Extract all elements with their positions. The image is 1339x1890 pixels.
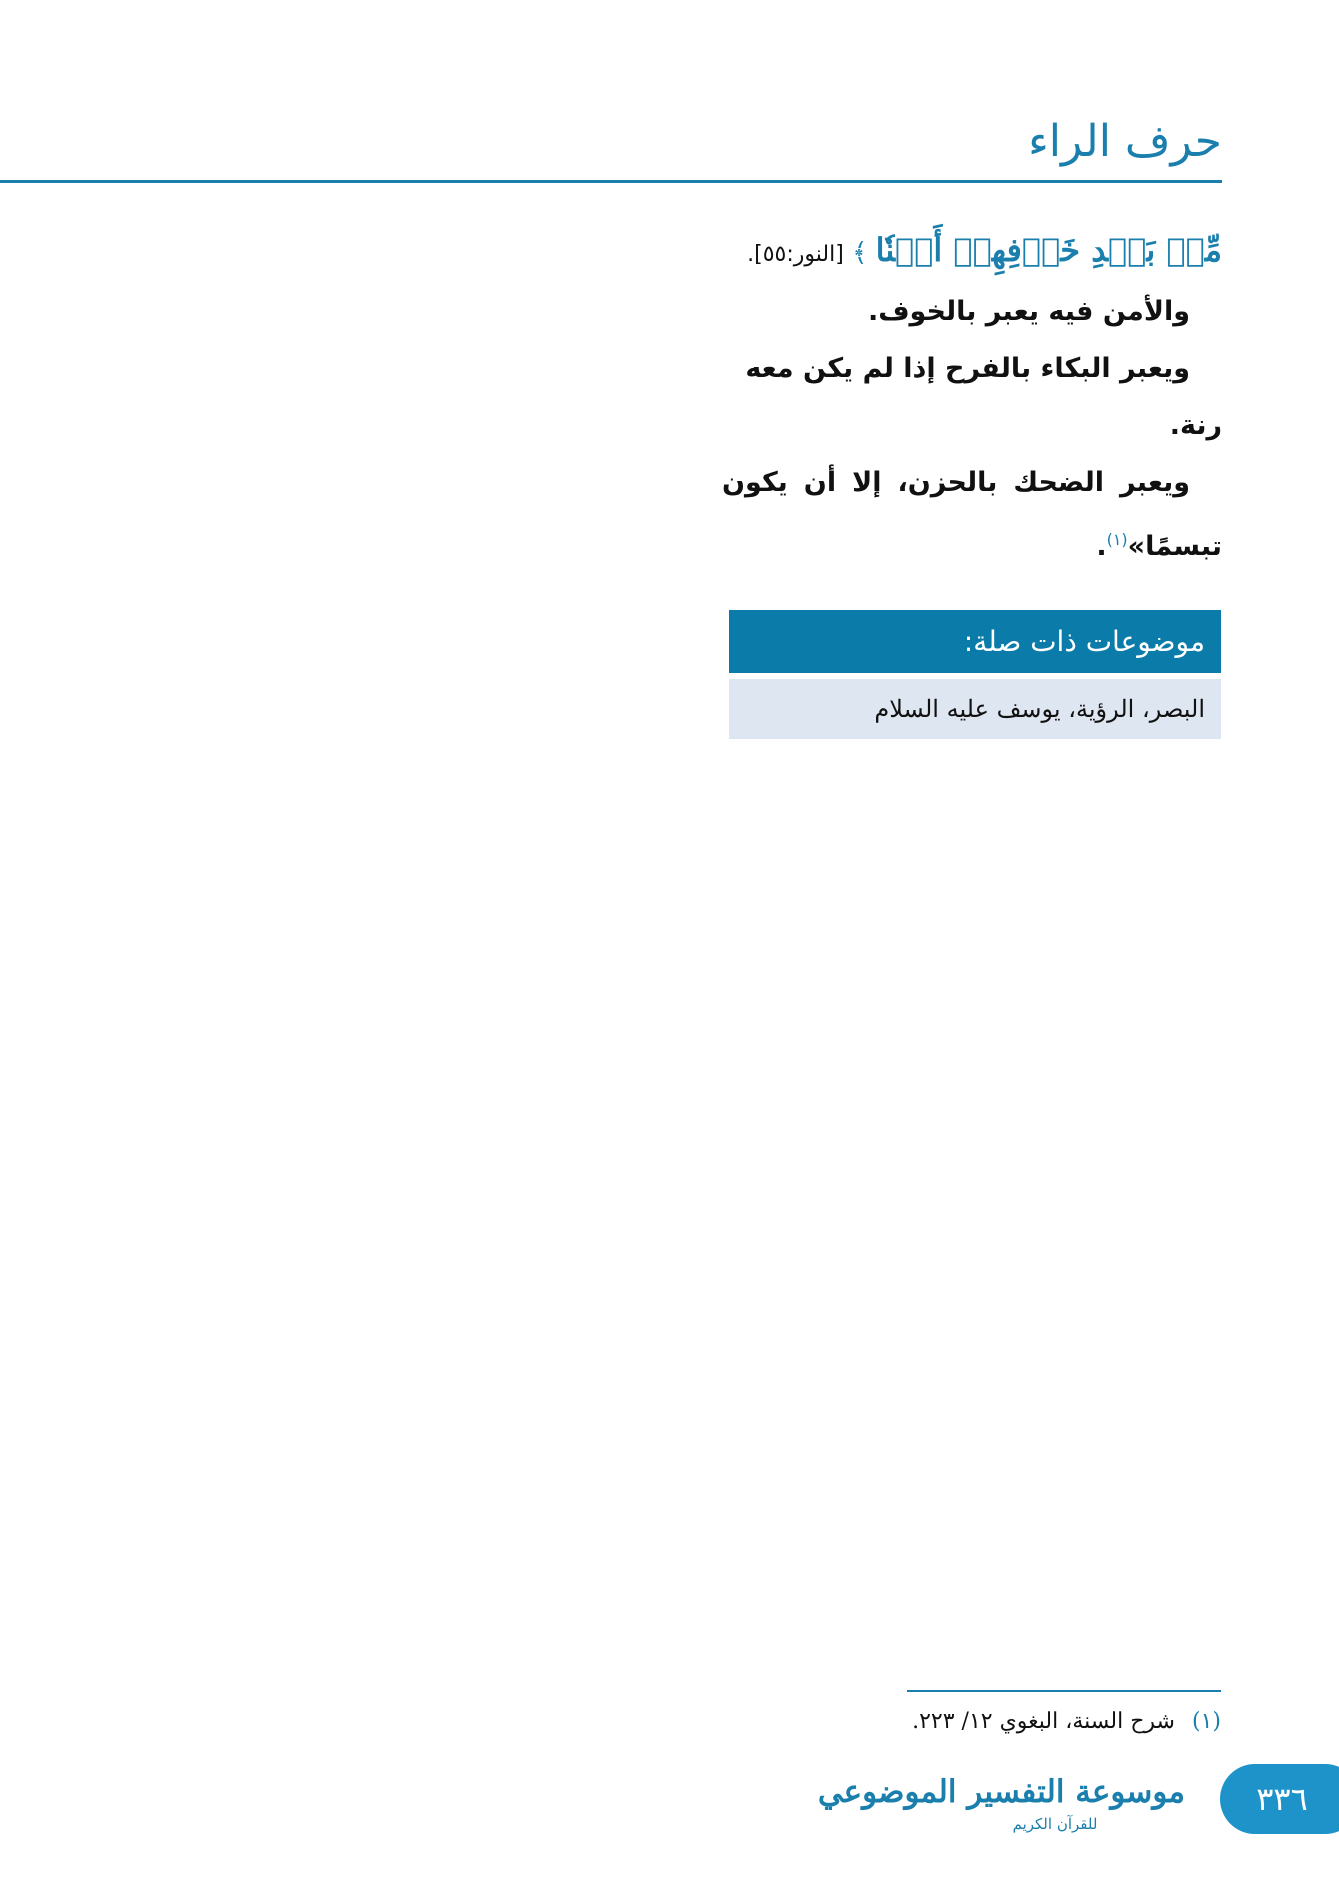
quran-verse: مِّنۢ بَعۡدِ خَوۡفِهِمۡ أَمۡنٗا [875, 231, 1222, 269]
related-topics-title: موضوعات ذات صلة: [729, 610, 1221, 673]
quran-line [722, 222, 1222, 283]
paragraph-2: ويعبر البكاء بالفرح إذا لم يكن معه رنة. [745, 353, 1222, 441]
logo-title: موسوعة التفسير الموضوعي [817, 1774, 1185, 1810]
related-topics-list: البصر، الرؤية، يوسف عليه السلام [729, 679, 1221, 739]
footnote [721, 1704, 1221, 1740]
paragraph-1: والأمن فيه يعبر بالخوف. [867, 296, 1190, 327]
encyclopedia-logo [817, 1770, 1185, 1850]
page-number: ٣٣٦ [1256, 1780, 1308, 1818]
header-divider [0, 180, 1222, 183]
paragraph-3 [722, 454, 1222, 575]
related-topics-box [729, 610, 1221, 739]
footnote-text: شرح السنة، البغوي ١٢/ ٢٢٣. [912, 1709, 1175, 1734]
main-text [722, 222, 1222, 575]
footnote-number: (١) [1191, 1709, 1221, 1734]
chapter-title: حرف الراء [1028, 116, 1222, 167]
footnote-divider [907, 1690, 1221, 1692]
quran-reference: [النور:٥٥] [754, 242, 844, 267]
paragraph-3-text: ويعبر الضحك بالحزن، إلا أن يكون تبسمًا» [722, 467, 1222, 562]
logo-subtitle: للقرآن الكريم [1012, 1815, 1098, 1833]
quran-bracket: ﴾ [852, 238, 868, 268]
quran-reference-end: . [747, 242, 755, 267]
paragraph-3-end: . [1096, 531, 1107, 562]
footnote-reference[interactable]: (١) [1106, 530, 1128, 549]
